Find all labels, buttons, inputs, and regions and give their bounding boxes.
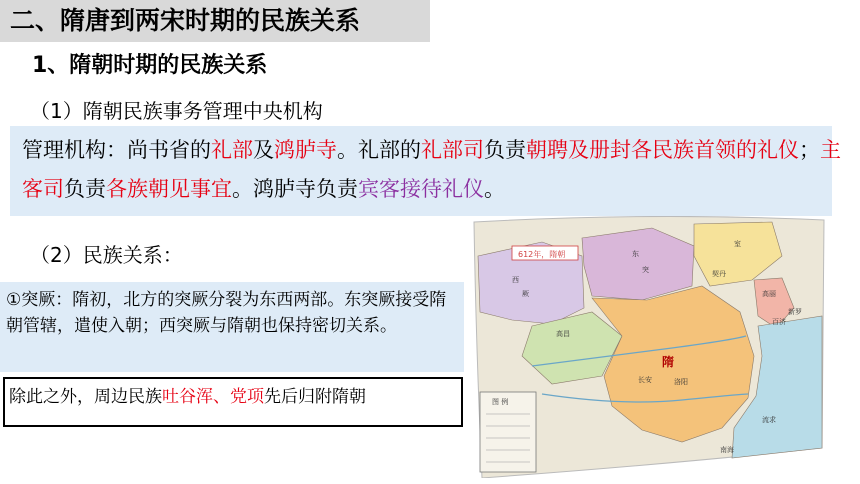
highlight-honglusi: 鸿胪寺 — [274, 138, 337, 162]
map-label: 洛阳 — [674, 378, 688, 386]
map-label: 西 — [512, 276, 519, 284]
item-2-heading: （2）民族关系： — [30, 243, 183, 267]
map-year-label: 612年，隋朝 — [518, 250, 566, 259]
info-text — [22, 131, 842, 209]
map-label: 南海 — [720, 446, 734, 454]
highlight-libusi: 礼部司 — [421, 138, 484, 162]
map-svg — [472, 216, 826, 478]
map-sui-label: 隋 — [662, 355, 675, 369]
map-label: 东 — [632, 250, 639, 258]
extra-prefix: 除此之外，周边民族 — [9, 387, 162, 407]
map-label: 流求 — [762, 416, 776, 424]
sui-dynasty-map — [472, 216, 826, 478]
turk-text: ①突厥：隋初，北方的突厥分裂为东西两部。东突厥接受隋朝管辖，遣使入朝；西突厥与隋朝也保持密切关系。 — [6, 290, 447, 336]
map-label: 百济 — [772, 318, 786, 326]
map-label: 高昌 — [556, 330, 570, 338]
map-label: 长安 — [638, 376, 652, 384]
extra-suffix: 先后归附隋朝 — [264, 387, 366, 407]
info-text-part: 。礼部的 — [337, 138, 421, 162]
info-text-part: ； — [799, 138, 820, 162]
highlight-binke: 宾客接待礼仪 — [358, 177, 484, 201]
info-text-part: 。 — [484, 177, 505, 201]
map-label: 突 — [642, 266, 649, 274]
highlight-chaojian: 各族朝见事宜 — [106, 177, 232, 201]
info-text-part: 负责 — [484, 138, 526, 162]
map-label: 高丽 — [762, 290, 776, 298]
extra-highlight: 吐谷浑、党项 — [162, 387, 264, 407]
section-title: 二、隋唐到两宋时期的民族关系 — [10, 6, 361, 35]
info-text-part: 管理机构：尚书省的 — [22, 138, 211, 162]
extra-text — [9, 384, 366, 410]
info-text-part: 负责 — [64, 177, 106, 201]
info-text-part: 。鸿胪寺负责 — [232, 177, 358, 201]
highlight-zhukesi: 主客司 — [22, 138, 841, 201]
sub-title: 1、隋朝时期的民族关系 — [32, 53, 268, 78]
highlight-libu: 礼部 — [211, 138, 253, 162]
item-1-heading: （1）隋朝民族事务管理中央机构 — [30, 99, 323, 123]
map-legend-title: 图 例 — [492, 398, 509, 406]
highlight-chaopin: 朝聘及册封各民族首领的礼仪 — [526, 138, 799, 162]
map-label: 室 — [734, 240, 741, 248]
east-turk-region — [582, 228, 694, 300]
map-label: 契丹 — [712, 270, 726, 278]
map-label: 厥 — [522, 290, 529, 298]
map-label: 新罗 — [788, 308, 802, 316]
info-text-part: 及 — [253, 138, 274, 162]
